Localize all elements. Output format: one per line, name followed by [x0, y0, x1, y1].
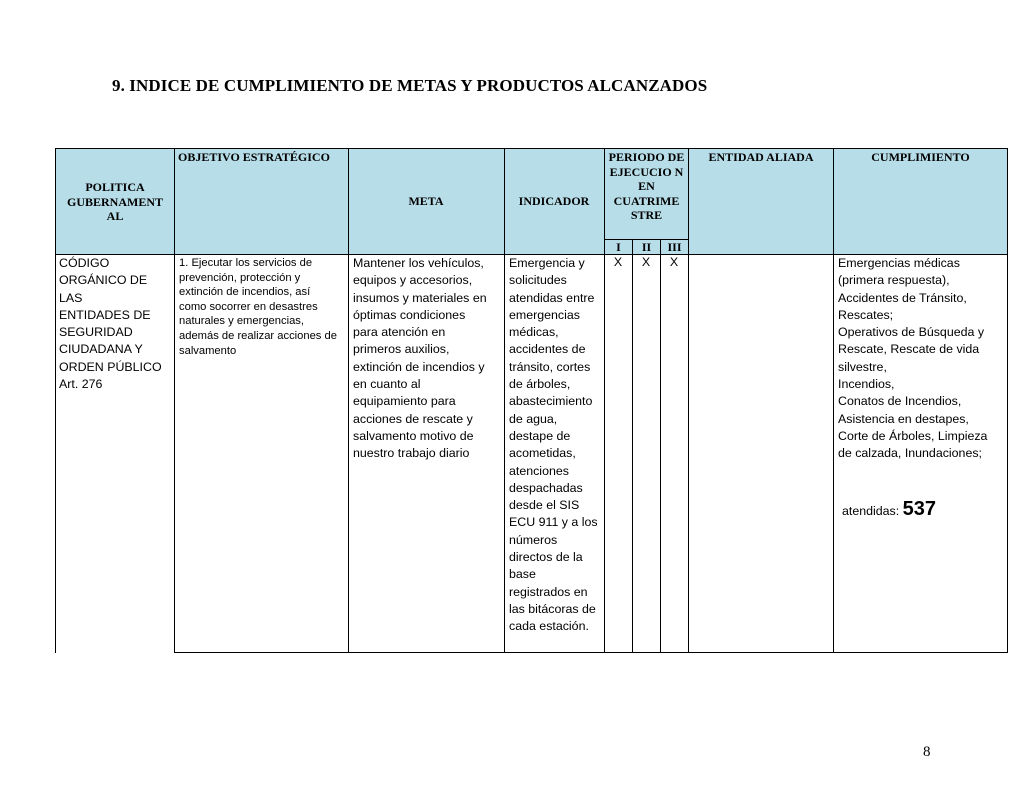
header-objetivo: OBJETIVO ESTRATÉGICO: [178, 150, 330, 164]
section-title: 9. INDICE DE CUMPLIMIENTO DE METAS Y PRODUCTOS ALCANZADOS: [112, 76, 708, 95]
column-divider: [348, 148, 349, 653]
header-politica: POLITICA GUBERNAMENT AL: [66, 180, 163, 223]
header-meta: META: [408, 194, 444, 208]
header-indicador: INDICADOR: [518, 194, 590, 208]
header-periodo-iii: III: [667, 240, 682, 254]
cell-cumplimiento: Emergencias médicas (primera respuesta), Accidentes de Tránsito, Rescates; Operativos de Búsqueda y Rescate, Rescate de vida silvestre, Incendios, Conatos de Incendios, Asistencia en destapes, Corte de Árboles, Limpieza de calzada, Inundaciones;: [838, 256, 988, 461]
header-entidad: ENTIDAD ALIADA: [708, 150, 814, 164]
periodo-divider: [632, 239, 633, 653]
column-divider: [504, 148, 505, 653]
periodo-mark-i: X: [613, 255, 623, 269]
header-periodo: PERIODO DE EJECUCIO N EN CUATRIME STRE: [608, 150, 685, 222]
table-bottom-border: [174, 652, 1008, 653]
cell-politica: CÓDIGO ORGÁNICO DE LAS ENTIDADES DE SEGURIDAD CIUDADANA Y ORDEN PÚBLICO Art. 276: [59, 256, 162, 392]
column-divider: [174, 148, 175, 653]
atendidas-label: atendidas:: [842, 504, 900, 518]
header-periodo-i: I: [616, 240, 621, 254]
header-cumplimiento: CUMPLIMIENTO: [871, 150, 970, 164]
cell-objetivo: 1. Ejecutar los servicios de prevención, protección y extinción de incendios, así como socorrer en desastres naturales y emergencias, además de realizar acciones de salvamento: [179, 257, 337, 357]
column-divider: [688, 148, 689, 653]
table-top-border: [55, 148, 1008, 149]
atendidas-line: [842, 498, 936, 521]
periodo-mark-ii: X: [641, 255, 651, 269]
periodo-mark-iii: X: [669, 255, 679, 269]
cell-indicador: Emergencia y solicitudes atendidas entre emergencias médicas, accidentes de tránsito, cortes de árboles, abastecimiento de agua, destape de acometidas, atenciones despachadas desde el SIS ECU 911 y a los números directos de la base registrados en las bitácoras de cada estación.: [509, 256, 598, 634]
column-divider: [604, 148, 605, 653]
atendidas-count: 537: [902, 498, 937, 520]
periodo-divider: [660, 239, 661, 653]
header-periodo-ii: II: [641, 240, 652, 254]
cell-meta: Mantener los vehículos, equipos y accesorios, insumos y materiales en óptimas condiciones para atención en primeros auxilios, extinción de incendios y en cuanto al equipamiento para acciones de rescate y salvamento motivo de nuestro trabajo diario: [353, 256, 487, 461]
page-number: 8: [923, 744, 931, 760]
column-divider: [833, 148, 834, 653]
table-right-border: [1007, 148, 1008, 653]
table-left-border: [55, 148, 56, 653]
